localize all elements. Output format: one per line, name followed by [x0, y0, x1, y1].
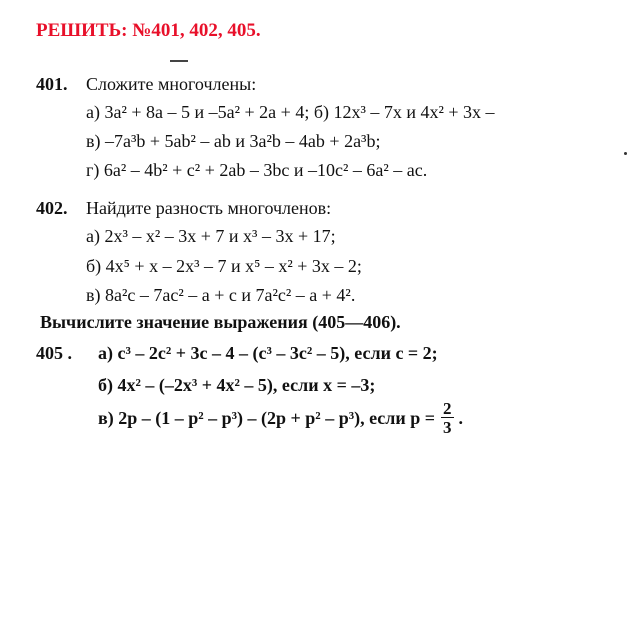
problem-402-item-a: а) 2x³ – x² – 3x + 7 и x³ – 3x + 17; — [86, 226, 336, 246]
problem-402-number: 402. — [36, 198, 68, 218]
problem-405-item-b: б) 4x² – (–2x³ + 4x² – 5), если x = –3; — [98, 375, 376, 395]
problem-405-item-v-text: в) 2p – (1 – p² – p³) – (2p + p² – p³), если p = — [98, 407, 436, 428]
stray-dash-mark — [170, 60, 188, 62]
problem-405-number: 405 . — [36, 343, 72, 363]
problem-402-item-b: б) 4x⁵ + x – 2x³ – 7 и x⁵ – x² + 3x – 2; — [86, 256, 362, 276]
stray-dot-mark — [624, 152, 627, 155]
problem-405-item-a: а) c³ – 2c² + 3c – 4 – (c³ – 3c² – 5), если c = 2; — [98, 343, 438, 363]
problem-405-item-v — [98, 400, 463, 436]
fraction-denominator: 3 — [443, 418, 452, 437]
fraction-numerator: 2 — [443, 399, 452, 418]
problem-401-item-g: г) 6a² – 4b² + c² + 2ab – 3bc и –10c² – 6a² – ac. — [86, 160, 428, 180]
problem-401-item-a: а) 3a² + 8a – 5 и –5a² + 2a + 4; б) 12x³ – 7x и 4x² + 3x – — [86, 102, 495, 122]
problem-405-item-v-end: . — [458, 407, 464, 428]
problem-402-title: Найдите разность многочленов: — [86, 198, 332, 218]
problem-401-item-v: в) –7a³b + 5ab² – ab и 3a²b – 4ab + 2a³b; — [86, 131, 381, 151]
fraction-two-thirds — [441, 400, 454, 436]
problem-401-number: 401. — [36, 74, 68, 94]
assignment-header: РЕШИТЬ: №401, 402, 405. — [36, 20, 261, 41]
problem-401-title: Сложите многочлены: — [86, 74, 257, 94]
compute-section-title: Вычислите значение выражения (405—406). — [40, 312, 401, 332]
problem-402-item-v: в) 8a²c – 7ac² – a + c и 7a²c² – a + 4². — [86, 285, 356, 305]
